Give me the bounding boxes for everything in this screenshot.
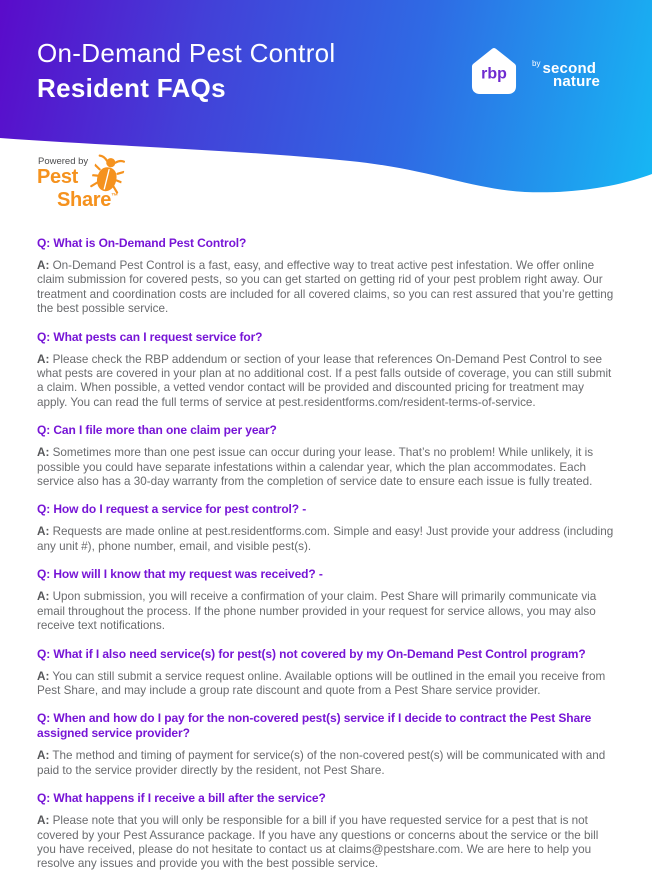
rbp-logo-text: rbp xyxy=(481,65,507,83)
second-nature-wordmark xyxy=(532,56,600,89)
faq-item xyxy=(37,236,615,317)
answer-prefix: A: xyxy=(37,749,50,763)
answer-text: Please note that you will only be responsible for a bill if you have requested service for a pest that is not covered by your Pest Assurance package. If you have any questions or concerns about the service or the bill you have received, please do not hesitate to contact us at claims@pestshare.com. We are here to help you resolve any issues and provide you with the best possible service. xyxy=(37,814,599,871)
faq-question: Q: What pests can I request service for? xyxy=(37,329,263,344)
faq-item xyxy=(37,330,615,411)
faq-content xyxy=(0,220,652,872)
brand-word-second: second xyxy=(542,59,597,77)
answer-text: On-Demand Pest Control is a fast, easy, and effective way to treat active pest infestation. We offer online claim submission for covered pests, so you can get started on getting rid of your pest problem right away. Our treatment and coordination costs are included for all covered claims, so you can rest assured that you’re getting the best possible service. xyxy=(37,259,614,316)
answer-text: Upon submission, you will receive a confirmation of your claim. Pest Share will primarily communicate via email throughout the process. If the phone number provided in your request for service allows, you may also receive text notifications. xyxy=(37,590,597,633)
faq-answer xyxy=(37,749,615,778)
faq-answer xyxy=(37,814,615,872)
faq-item xyxy=(37,647,615,699)
answer-prefix: A: xyxy=(37,814,50,828)
header-titles xyxy=(37,36,336,106)
rbp-second-nature-brand xyxy=(464,42,600,102)
faq-answer xyxy=(37,525,615,554)
pestshare-logo xyxy=(37,156,157,216)
faq-question: Q: When and how do I pay for the non-covered pest(s) service if I decide to contract the Pest Share assigned service provider? xyxy=(37,711,592,741)
brand-word-nature: nature xyxy=(553,72,601,90)
pestshare-word-share-text: Share xyxy=(57,189,112,211)
powered-by-label: Powered by xyxy=(38,156,89,167)
answer-text: Requests are made online at pest.residentforms.com. Simple and easy! Just provide your address (including any unit #), phone number, email, and visible pest(s). xyxy=(37,525,614,553)
faq-answer xyxy=(37,353,615,411)
faq-question: Q: What happens if I receive a bill after the service? xyxy=(37,791,326,806)
page-header xyxy=(0,0,652,220)
faq-item xyxy=(37,567,615,633)
answer-text: The method and timing of payment for service(s) of the non-covered pest(s) will be communicated with and paid to the service provider directly by the resident, not Pest Share. xyxy=(37,749,606,777)
faq-answer xyxy=(37,259,615,317)
faq-answer xyxy=(37,590,615,633)
answer-text: Sometimes more than one pest issue can occur during your lease. That’s no problem! While unlikely, it is possible you could have separate infestations within a calendar year, which the plan accommodates. Each service also has a 30-day warranty from the completion of service date to ensure each issue is fully treated. xyxy=(37,446,594,489)
faq-question: Q: How do I request a service for pest control? - xyxy=(37,502,307,517)
faq-item xyxy=(37,791,615,872)
pestshare-word-pest: Pest xyxy=(37,166,79,188)
answer-prefix: A: xyxy=(37,590,50,604)
rbp-logo-icon xyxy=(464,42,524,102)
trademark-symbol: ™ xyxy=(111,193,118,200)
faq-question: Q: Can I file more than one claim per year? xyxy=(37,423,277,438)
faq-item xyxy=(37,423,615,489)
faq-question: Q: What if I also need service(s) for pest(s) not covered by my On-Demand Pest Control program? xyxy=(37,646,586,661)
page-subtitle: Resident FAQs xyxy=(37,73,226,103)
faq-answer xyxy=(37,446,615,489)
answer-prefix: A: xyxy=(37,525,50,539)
answer-prefix: A: xyxy=(37,669,50,683)
faq-answer xyxy=(37,670,615,699)
answer-prefix: A: xyxy=(37,259,50,272)
faq-item xyxy=(37,502,615,554)
page-title: On-Demand Pest Control xyxy=(37,38,336,68)
by-label: by xyxy=(532,58,541,68)
faq-item xyxy=(37,711,615,778)
answer-prefix: A: xyxy=(37,446,50,460)
faq-question: Q: What is On-Demand Pest Control? xyxy=(37,236,247,250)
answer-text: You can still submit a service request online. Available options will be outlined in the email you receive from Pest Share, and may include a group rate discount and quote from a Pest Share service provider. xyxy=(37,669,606,697)
answer-text: Please check the RBP addendum or section of your lease that references On-Demand Pest Control to see what pests are covered in your plan at no additional cost. If a pest falls outside of coverage, you can still submit a claim. When possible, a vetted vendor contact will be provided and discounted pricing for treatment may apply. You can read the full terms of service at pest.residentforms.com/resident-terms-of-service. xyxy=(37,352,612,409)
faq-question: Q: How will I know that my request was received? - xyxy=(37,567,323,582)
answer-prefix: A: xyxy=(37,352,50,366)
